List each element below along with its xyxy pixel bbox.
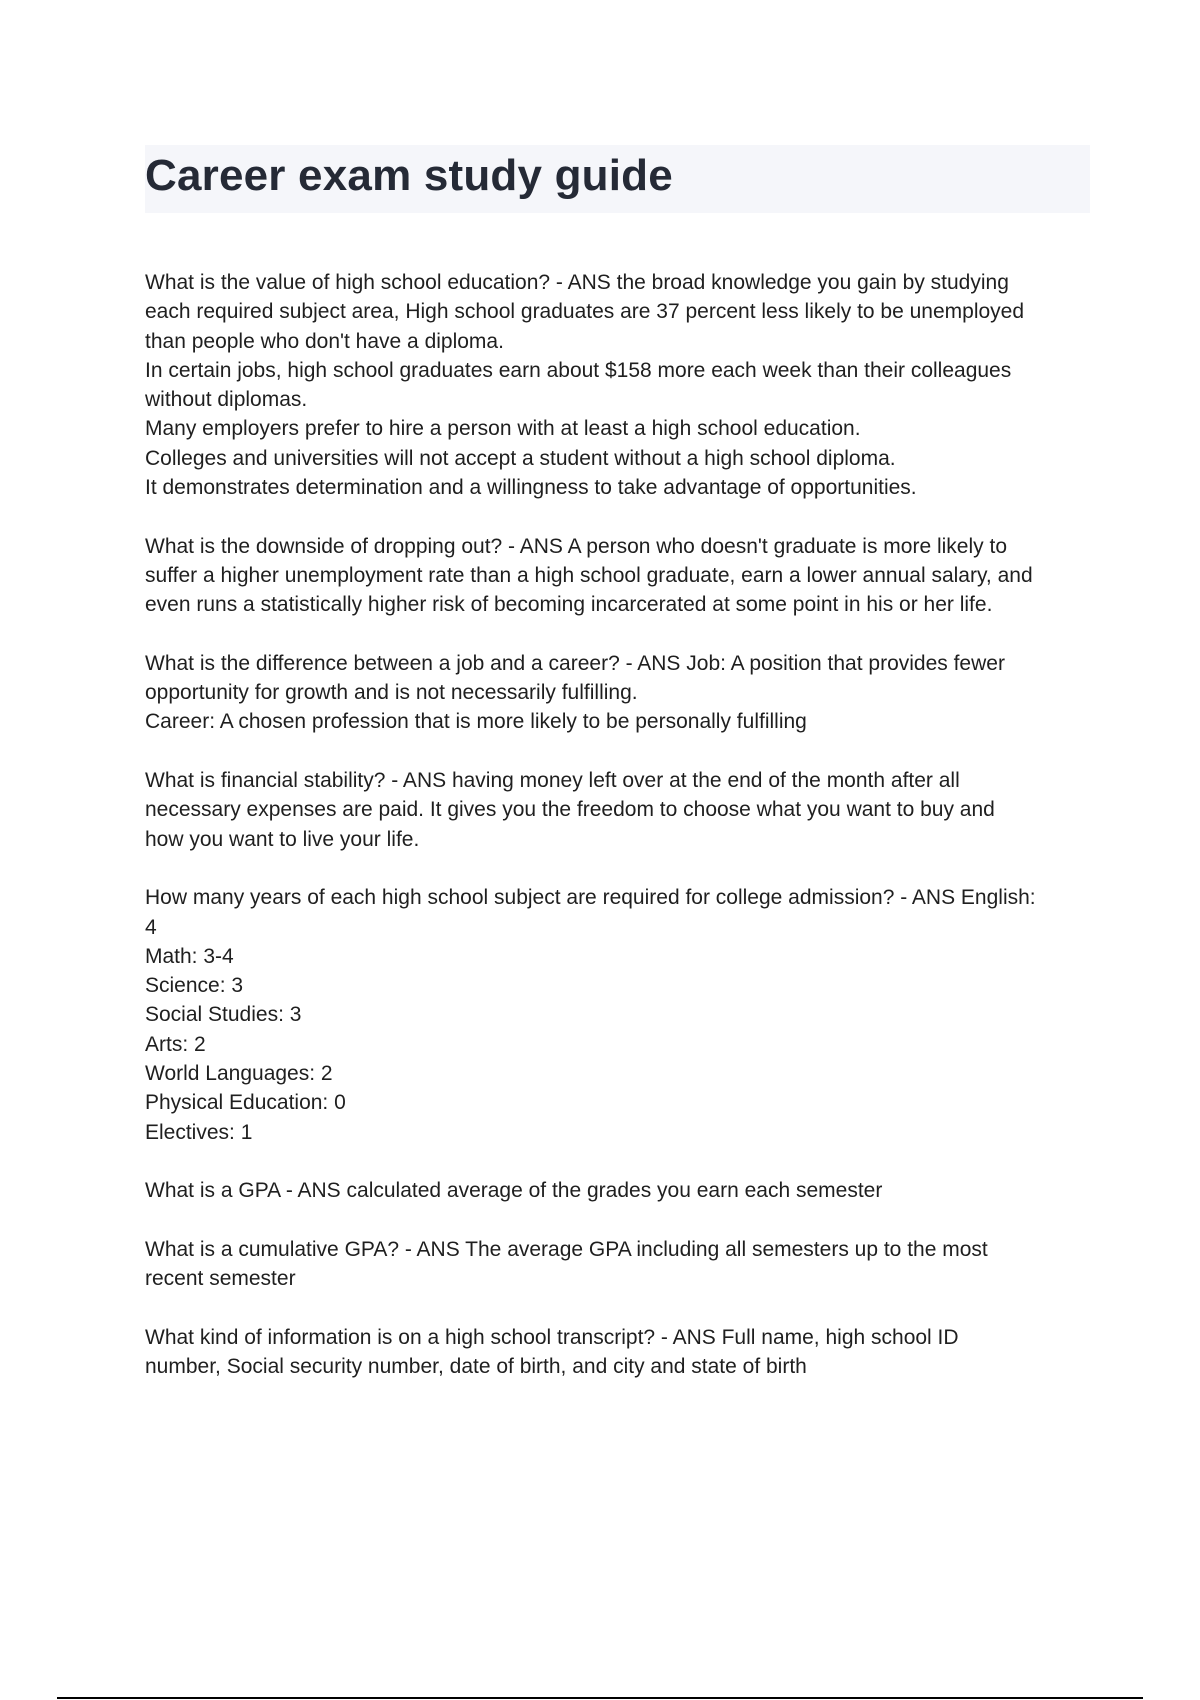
qa-line: What is the downside of dropping out? - ANS A person who doesn't graduate is more likely to <box>145 534 1008 558</box>
qa-line: even runs a statistically higher risk of becoming incarcerated at some point in his or her life. <box>145 593 993 617</box>
qa-item <box>145 1176 1095 1205</box>
qa-item <box>145 532 1095 620</box>
qa-line: World Languages: 2 <box>145 1062 333 1086</box>
qa-line: What is a GPA - ANS calculated average of the grades you earn each semester <box>145 1179 883 1203</box>
qa-line: each required subject area, High school graduates are 37 percent less likely to be unemployed <box>145 300 1025 324</box>
qa-line: Electives: 1 <box>145 1120 253 1144</box>
qa-item <box>145 1235 1095 1294</box>
qa-line: Arts: 2 <box>145 1032 206 1056</box>
qa-item <box>145 1323 1095 1382</box>
qa-line: Physical Education: 0 <box>145 1091 346 1115</box>
qa-line: How many years of each high school subject are required for college admission? - ANS English: <box>145 886 1036 910</box>
qa-line: What is the difference between a job and a career? - ANS Job: A position that provides fewer <box>145 651 1005 675</box>
qa-line: What is financial stability? - ANS having money left over at the end of the month after all <box>145 769 960 793</box>
qa-line: What kind of information is on a high school transcript? - ANS Full name, high school ID <box>145 1325 959 1349</box>
qa-line: opportunity for growth and is not necessarily fulfilling. <box>145 681 638 705</box>
qa-item <box>145 883 1095 1147</box>
qa-line: 4 <box>145 915 157 939</box>
title-banner <box>145 145 1090 213</box>
qa-line: number, Social security number, date of birth, and city and state of birth <box>145 1354 807 1378</box>
qa-line: Many employers prefer to hire a person with at least a high school education. <box>145 417 861 441</box>
qa-line: than people who don't have a diploma. <box>145 329 504 353</box>
qa-item <box>145 649 1095 737</box>
study-guide-content <box>145 268 1095 1411</box>
qa-line: suffer a higher unemployment rate than a high school graduate, earn a lower annual salary, and <box>145 563 1033 587</box>
qa-line: Science: 3 <box>145 974 244 998</box>
qa-line: Colleges and universities will not accept a student without a high school diploma. <box>145 446 896 470</box>
qa-item <box>145 268 1095 502</box>
qa-line: Career: A chosen profession that is more likely to be personally fulfilling <box>145 710 807 734</box>
page-title: Career exam study guide <box>145 151 673 200</box>
qa-line: What is the value of high school education? - ANS the broad knowledge you gain by studying <box>145 271 1009 294</box>
qa-line: without diplomas. <box>145 388 308 412</box>
qa-line: recent semester <box>145 1267 296 1291</box>
qa-line: It demonstrates determination and a willingness to take advantage of opportunities. <box>145 476 917 500</box>
qa-line: In certain jobs, high school graduates earn about $158 more each week than their colleagues <box>145 358 1012 382</box>
qa-line: how you want to live your life. <box>145 827 420 851</box>
qa-line: Math: 3-4 <box>145 944 234 968</box>
qa-line: necessary expenses are paid. It gives you the freedom to choose what you want to buy and <box>145 798 995 822</box>
page-bottom-divider <box>57 1697 1143 1699</box>
qa-line: What is a cumulative GPA? - ANS The average GPA including all semesters up to the most <box>145 1237 988 1261</box>
qa-line: Social Studies: 3 <box>145 1003 302 1027</box>
qa-item <box>145 766 1095 854</box>
